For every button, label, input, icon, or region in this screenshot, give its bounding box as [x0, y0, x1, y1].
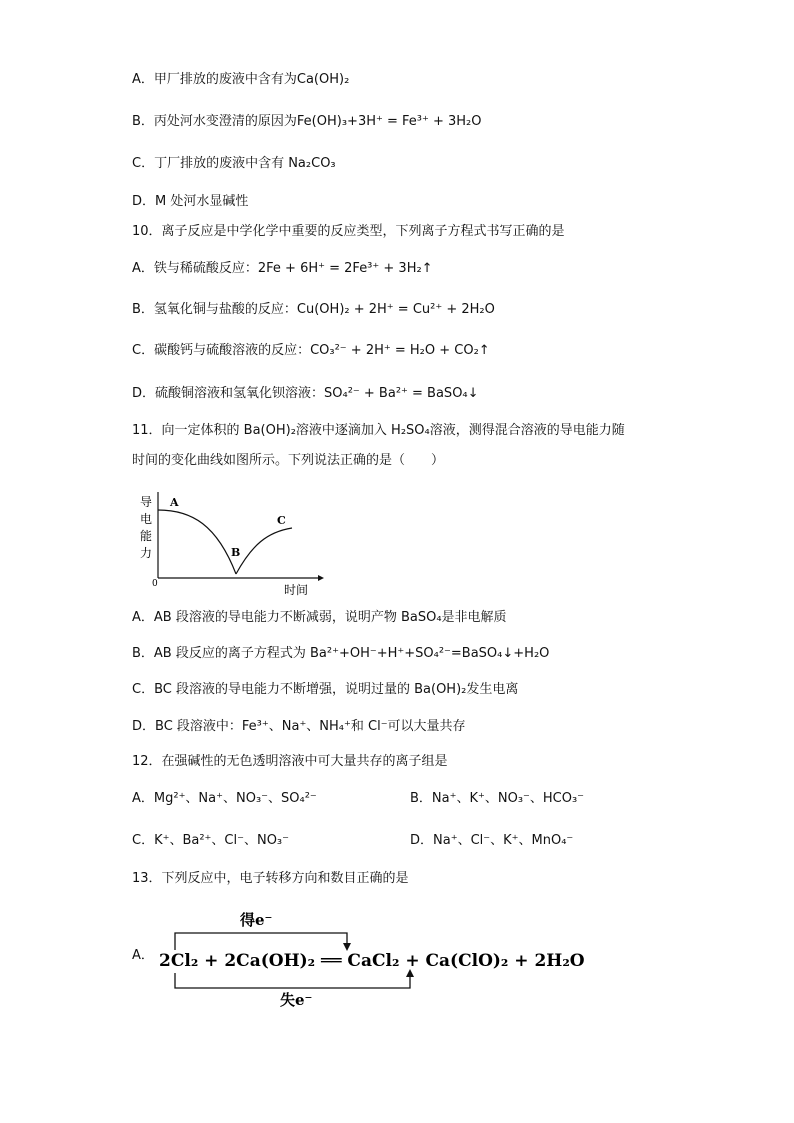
question-11-stem-line1: 11．向一定体积的 Ba(OH)₂溶液中逐滴加入 H₂SO₄溶液，测得混合溶液的导电能力随 [132, 423, 625, 438]
electron-lose-label: 失e⁻ [280, 991, 313, 1009]
graph-ylabel-3: 能 [140, 529, 153, 543]
conductivity-curve-ab [158, 510, 236, 574]
question-10-option-a: A．铁与稀硫酸反应：2Fe + 6H⁺ = 2Fe³⁺ + 3H₂↑ [132, 261, 433, 276]
question-12-stem: 12．在强碱性的无色透明溶液中可大量共存的离子组是 [132, 754, 448, 769]
question-10-option-c: C．碳酸钙与硫酸溶液的反应：CO₃²⁻ + 2H⁺ = H₂O + CO₂↑ [132, 343, 490, 358]
electron-transfer-diagram [155, 905, 585, 1010]
question-11-option-d: D．BC 段溶液中：Fe³⁺、Na⁺、NH₄⁺和 Cl⁻可以大量共存 [132, 719, 466, 734]
question-11-option-b: B．AB 段反应的离子方程式为 Ba²⁺+OH⁻+H⁺+SO₄²⁻=BaSO₄↓+H₂O [132, 646, 550, 661]
question-9-option-b: B．丙处河水变澄清的原因为Fe(OH)₃+3H⁺ = Fe³⁺ + 3H₂O [132, 114, 482, 129]
graph-point-b: B [231, 546, 241, 559]
graph-point-c: C [277, 514, 286, 527]
graph-origin: 0 [152, 579, 158, 589]
question-9-option-a: A．甲厂排放的废液中含有为Ca(OH)₂ [132, 72, 350, 87]
question-11-option-c: C．BC 段溶液的导电能力不断增强，说明过量的 Ba(OH)₂发生电离 [132, 682, 519, 697]
graph-ylabel-2: 电 [140, 512, 153, 526]
electron-gain-label: 得e⁻ [240, 911, 273, 929]
question-12-option-a: A．Mg²⁺、Na⁺、NO₃⁻、SO₄²⁻ [132, 791, 317, 806]
question-13-option-a-label: A． [132, 948, 154, 963]
question-11-option-a: A．AB 段溶液的导电能力不断减弱，说明产物 BaSO₄是非电解质 [132, 610, 507, 625]
question-10-option-b: B．氢氧化铜与盐酸的反应：Cu(OH)₂ + 2H⁺ = Cu²⁺ + 2H₂O [132, 302, 495, 317]
question-12-option-c: C．K⁺、Ba²⁺、Cl⁻、NO₃⁻ [132, 833, 290, 848]
question-11-stem-line2: 时间的变化曲线如图所示。下列说法正确的是（ ） [132, 453, 445, 468]
conductivity-curve-bc [236, 528, 292, 574]
conductivity-graph [132, 490, 332, 600]
graph-ylabel-4: 力 [140, 546, 153, 560]
graph-xlabel: 时间 [284, 583, 309, 597]
graph-point-a: A [170, 496, 179, 509]
redox-equation: 2Cl₂ + 2Ca(OH)₂ ══ CaCl₂ + Ca(ClO)₂ + 2H₂O [159, 951, 585, 971]
graph-ylabel-1: 导 [140, 495, 153, 509]
question-9-option-c: C．丁厂排放的废液中含有 Na₂CO₃ [132, 156, 336, 171]
question-12-option-d: D．Na⁺、Cl⁻、K⁺、MnO₄⁻ [410, 833, 574, 848]
question-12-option-b: B．Na⁺、K⁺、NO₃⁻、HCO₃⁻ [410, 791, 585, 806]
question-9-option-d: D．M 处河水显碱性 [132, 194, 249, 209]
question-10-stem: 10．离子反应是中学化学中重要的反应类型，下列离子方程式书写正确的是 [132, 224, 565, 239]
question-10-option-d: D．硫酸铜溶液和氢氧化钡溶液：SO₄²⁻ + Ba²⁺ = BaSO₄↓ [132, 386, 479, 401]
question-13-stem: 13．下列反应中，电子转移方向和数目正确的是 [132, 871, 409, 886]
